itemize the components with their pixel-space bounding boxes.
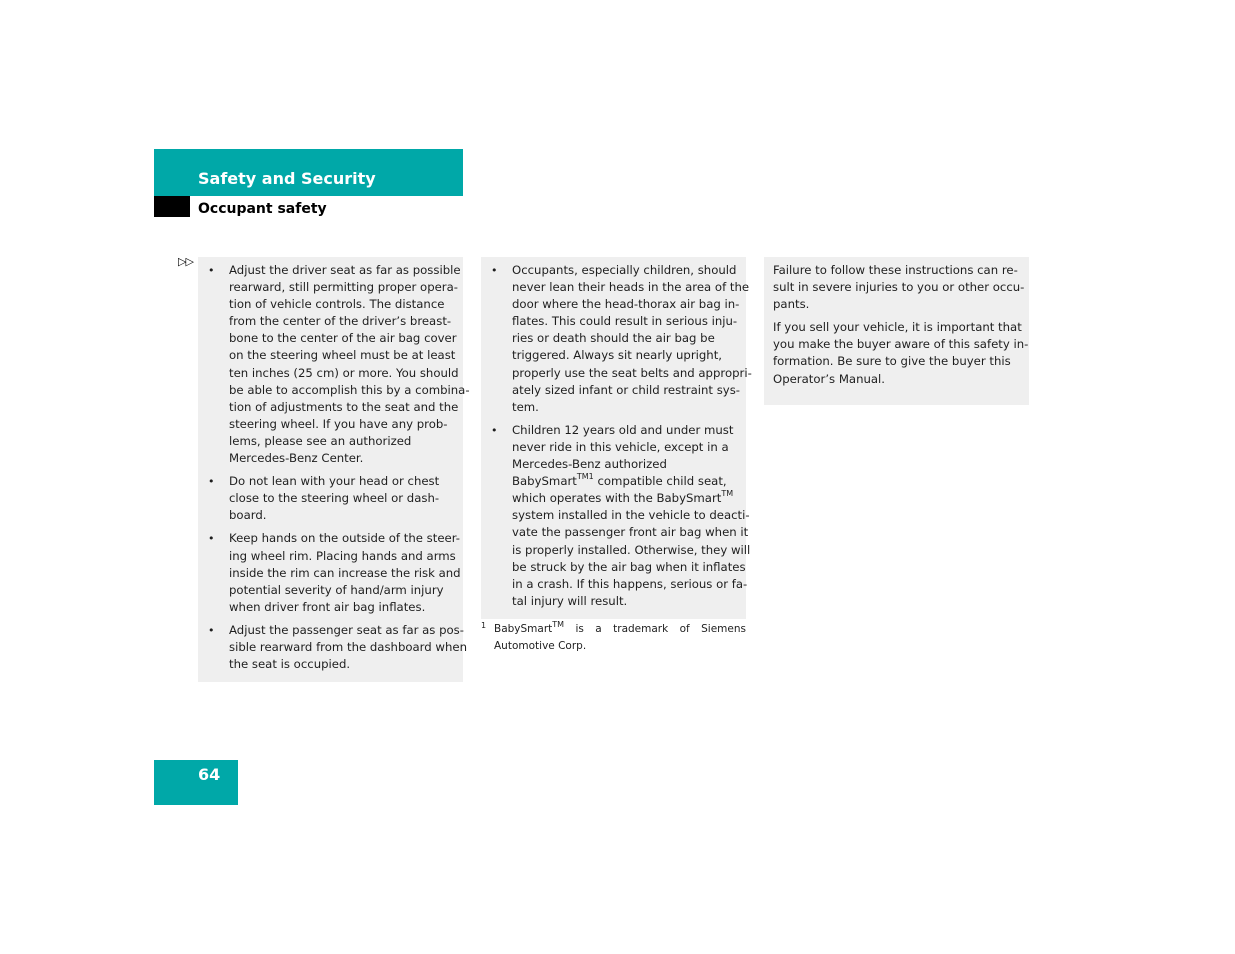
text-line: pants.: [773, 297, 810, 312]
text-line: Automotive Corp.: [494, 640, 587, 652]
list-item: [481, 262, 752, 416]
text-line: sult in severe injuries to you or other occu-: [773, 280, 1025, 295]
text-line: Keep hands on the outside of the steer-: [229, 531, 460, 546]
text-line: tal injury will result.: [512, 593, 628, 608]
text-line: rearward, still permitting proper opera-: [229, 280, 458, 295]
text-line: Failure to follow these instructions can re-: [773, 263, 1018, 277]
text-line: system installed in the vehicle to deacti-: [512, 508, 750, 523]
text-fragment: compatible child seat,: [593, 474, 727, 489]
bullet-icon: •: [491, 264, 498, 277]
text-line: ten inches (25 cm) or more. You should: [229, 365, 459, 380]
text-line: Occupants, especially children, should: [512, 263, 737, 277]
text-line: Mercedes-Benz Center.: [229, 451, 364, 466]
list-item: [198, 473, 455, 524]
text-line: close to the steering wheel or dash-: [229, 491, 440, 506]
text-line: If you sell your vehicle, it is important that: [773, 320, 1022, 335]
text-line: in a crash. If this happens, serious or fa-: [512, 576, 748, 591]
footnote-text: [494, 621, 746, 655]
instruction-box-left: [198, 257, 470, 682]
paragraph: [773, 319, 1029, 387]
text-line: when driver front air bag inflates.: [229, 599, 426, 614]
text-line: from the center of the driver’s breast-: [229, 314, 452, 329]
text-line: sible rearward from the dashboard when: [229, 639, 467, 654]
text-line: Do not lean with your head or chest: [229, 474, 440, 489]
text-line: inside the rim can increase the risk and: [229, 565, 461, 580]
text-line: the seat is occupied.: [229, 657, 351, 672]
continuation-arrows-icon: ▷▷: [178, 255, 193, 268]
text-line: bone to the center of the air bag cover: [229, 331, 457, 346]
list-item: [198, 262, 470, 467]
text-line: never ride in this vehicle, except in a: [512, 439, 729, 454]
text-line: Mercedes-Benz authorized: [512, 457, 667, 472]
text-line: ries or death should the air bag be: [512, 331, 715, 346]
text-line: [512, 490, 738, 507]
text-line: never lean their heads in the area of the: [512, 280, 750, 295]
paragraph: [773, 262, 1025, 313]
text-line: [512, 473, 738, 490]
footnote: [481, 621, 746, 655]
text-line: ately sized infant or child restraint sys-: [512, 382, 741, 397]
subsection-marker: [154, 196, 190, 217]
bullet-icon: •: [208, 623, 215, 637]
bullet-icon: •: [208, 264, 215, 277]
warning-note-box: [764, 257, 1029, 405]
page-number: 64: [198, 765, 221, 784]
trademark-superscript: TM1: [576, 472, 594, 482]
text-line: be able to accomplish this by a combina-: [229, 382, 470, 397]
brand-name: BabySmart: [494, 623, 553, 635]
list-item: [198, 530, 461, 615]
trademark-superscript: TM: [552, 619, 565, 629]
text-line: board.: [229, 508, 267, 523]
footnote-mark: 1: [481, 621, 487, 630]
bullet-list: [481, 257, 752, 610]
bullet-list: [198, 257, 470, 673]
text-line: steering wheel. If you have any prob-: [229, 416, 448, 431]
subsection-title: Occupant safety: [198, 201, 327, 217]
text-line: tion of vehicle controls. The distance: [229, 297, 445, 312]
text-line: Children 12 years old and under must: [512, 422, 734, 437]
text-line: flates. This could result in serious inju-: [512, 314, 738, 329]
text-line: formation. Be sure to give the buyer this: [773, 354, 1011, 369]
bullet-icon: •: [491, 423, 498, 437]
bullet-icon: •: [208, 475, 215, 489]
text-line: triggered. Always sit nearly upright,: [512, 348, 723, 363]
text-line: properly use the seat belts and appropri-: [512, 365, 752, 380]
bullet-icon: •: [208, 532, 215, 546]
text-fragment: which operates with the BabySmart: [512, 491, 722, 506]
text-line: Operator’s Manual.: [773, 371, 886, 386]
trademark-superscript: TM: [721, 489, 734, 499]
text-line: ing wheel rim. Placing hands and arms: [229, 548, 456, 563]
list-item: [481, 422, 751, 610]
text-line: be struck by the air bag when it inflates: [512, 559, 746, 574]
text-line: [494, 621, 746, 638]
text-line: you make the buyer aware of this safety in-: [773, 337, 1029, 352]
brand-name: BabySmart: [512, 474, 577, 489]
section-title: Safety and Security: [198, 169, 376, 188]
text-line: lems, please see an authorized: [229, 433, 412, 448]
instruction-box-middle: [481, 257, 752, 619]
text-line: vate the passenger front air bag when it: [512, 525, 749, 540]
text-line: potential severity of hand/arm injury: [229, 582, 444, 597]
text-line: door where the head-thorax air bag in-: [512, 297, 740, 312]
text-line: tem.: [512, 399, 539, 414]
text-fragment: is a trademark of Siemens: [564, 623, 746, 635]
text-line: is properly installed. Otherwise, they will: [512, 542, 751, 557]
text-line: tion of adjustments to the seat and the: [229, 399, 459, 414]
text-line: on the steering wheel must be at least: [229, 348, 456, 363]
text-line: Adjust the driver seat as far as possible: [229, 263, 461, 277]
text-line: Adjust the passenger seat as far as pos-: [229, 622, 464, 637]
list-item: [198, 622, 467, 673]
page-number-tab: [154, 760, 238, 805]
